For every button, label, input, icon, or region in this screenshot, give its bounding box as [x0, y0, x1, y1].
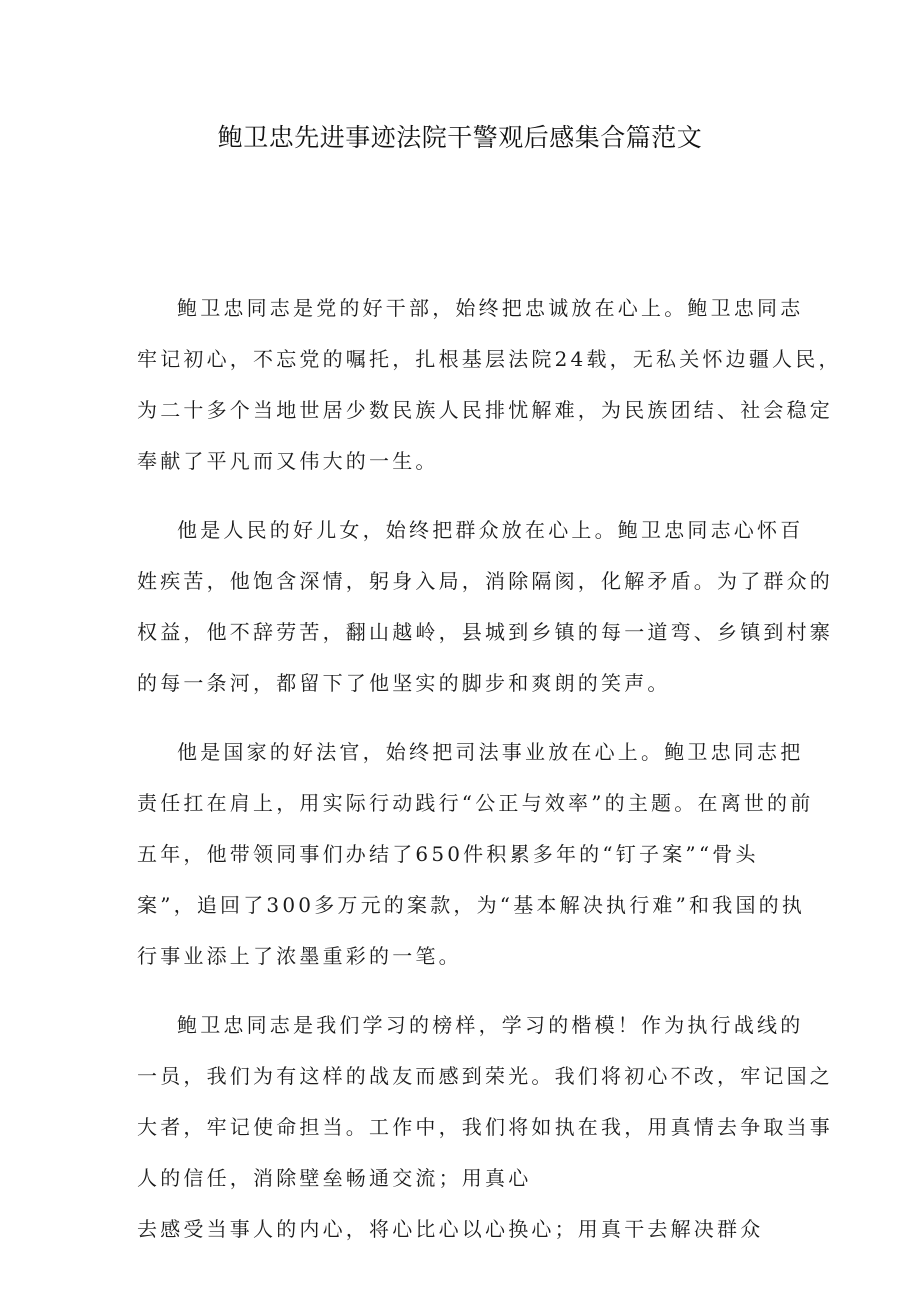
- paragraph-line: 五年，他带领同事们办结了650件积累多年的“钉子案”“骨头: [137, 842, 759, 866]
- paragraph-line: 一员，我们为有这样的战友而感到荣光。我们将初心不改，牢记国之: [137, 1064, 833, 1088]
- paragraph-line: 他是人民的好儿女，始终把群众放在心上。鲍卫忠同志心怀百: [177, 518, 804, 542]
- document-title: 鲍卫忠先进事迹法院干警观后感集合篇范文: [217, 123, 703, 152]
- paragraph-line: 为二十多个当地世居少数民族人民排忧解难，为民族团结、社会稳定: [137, 398, 833, 422]
- paragraph-line: 案”，追回了300多万元的案款，为“基本解决执行难”和我国的执: [137, 893, 806, 917]
- paragraph-line: 去感受当事人的内心，将心比心以心换心；用真干去解决群众: [137, 1217, 764, 1241]
- paragraph-line: 奉献了平凡而又伟大的一生。: [137, 449, 439, 473]
- paragraph-line: 他是国家的好法官，始终把司法事业放在心上。鲍卫忠同志把: [177, 740, 804, 764]
- paragraph-line: 牢记初心，不忘党的嘱托，扎根基层法院24载，无私关怀边疆人民，: [137, 347, 842, 371]
- paragraph-1: [137, 283, 842, 487]
- paragraph-2: [137, 505, 833, 709]
- paragraph-line: 鲍卫忠同志是我们学习的榜样，学习的楷模！作为执行战线的: [177, 1013, 804, 1037]
- paragraph-line: 的每一条河，都留下了他坚实的脚步和爽朗的笑声。: [137, 671, 671, 695]
- paragraph-line: 权益，他不辞劳苦，翻山越岭，县城到乡镇的每一道弯、乡镇到村寨: [137, 620, 833, 644]
- paragraph-4: [137, 1000, 833, 1255]
- document-body: [137, 283, 842, 1273]
- paragraph-line: 责任扛在肩上，用实际行动践行“公正与效率”的主题。在离世的前: [137, 791, 814, 815]
- paragraph-line: 行事业添上了浓墨重彩的一笔。: [137, 944, 462, 968]
- paragraph-3: [137, 727, 814, 982]
- paragraph-line: 姓疾苦，他饱含深情，躬身入局，消除隔阂，化解矛盾。为了群众的: [137, 569, 833, 593]
- paragraph-line: 人的信任，消除壁垒畅通交流；用真心: [137, 1166, 532, 1190]
- paragraph-line: 大者，牢记使命担当。工作中，我们将如执在我，用真情去争取当事: [137, 1115, 833, 1139]
- paragraph-line: 鲍卫忠同志是党的好干部，始终把忠诚放在心上。鲍卫忠同志: [177, 296, 804, 320]
